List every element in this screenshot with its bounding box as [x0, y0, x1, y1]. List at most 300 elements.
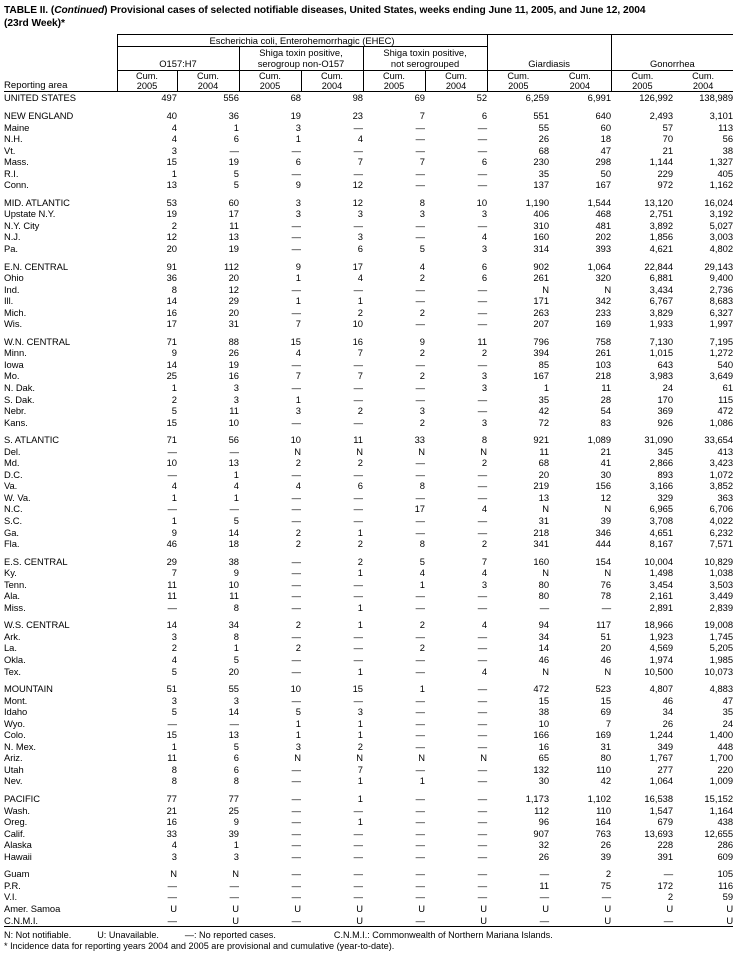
- table-row: [4, 92, 733, 104]
- cell-value: 3: [481, 208, 488, 220]
- cell-value: 1: [419, 775, 425, 787]
- cell-value: 20: [228, 306, 239, 318]
- cell-value: N: [542, 567, 550, 579]
- cell-value: 5: [171, 706, 177, 718]
- cell-value: 14: [166, 295, 177, 307]
- cell-value: 21: [166, 804, 177, 816]
- cell-value: —: [291, 283, 301, 295]
- cell-value: 4,802: [709, 242, 734, 254]
- cell-value: N: [604, 567, 612, 579]
- cell-value: 38: [722, 144, 734, 156]
- cell-value: 34: [662, 706, 674, 718]
- cell-value: 391: [657, 850, 674, 862]
- cell-value: 8: [419, 196, 425, 208]
- row-label-mo: Mo.: [4, 370, 20, 382]
- cell-value: —: [415, 694, 425, 706]
- cell-value: 4: [233, 480, 239, 492]
- table-row: [4, 284, 733, 296]
- cell-value: 167: [595, 179, 612, 191]
- cell-value: 26: [600, 839, 612, 851]
- cell-value: 31: [538, 515, 550, 526]
- row-label-okla: Okla.: [4, 654, 26, 666]
- cell-value: 138,989: [699, 92, 734, 104]
- cell-value: 3: [171, 630, 177, 642]
- cell-value: 14: [228, 706, 239, 718]
- cell-value: —: [353, 642, 363, 654]
- cell-value: 4: [481, 567, 488, 579]
- row-label-s-dak: S. Dak.: [4, 393, 35, 405]
- cell-value: 103: [595, 358, 612, 370]
- cell-value: 523: [595, 683, 612, 695]
- cell-value: 3: [233, 381, 239, 393]
- table-row: [4, 492, 733, 504]
- cell-value: —: [415, 468, 425, 480]
- row-label-alaska: Alaska: [4, 839, 32, 851]
- cell-value: 1,923: [649, 630, 674, 642]
- cell-value: —: [353, 358, 363, 370]
- cell-value: 46: [538, 654, 550, 666]
- cell-value: 556: [223, 92, 239, 104]
- cell-value: 3: [357, 231, 363, 243]
- cell-value: —: [477, 816, 488, 828]
- subgroup-header-o157h7: O157:H7: [117, 47, 239, 70]
- cell-value: 1,997: [709, 318, 734, 330]
- cell-value: N: [604, 503, 612, 515]
- cell-value: 7: [295, 318, 301, 330]
- row-label-mont: Mont.: [4, 694, 28, 706]
- table-row: [4, 880, 733, 892]
- cell-value: 9: [171, 526, 177, 538]
- cell-value: —: [167, 468, 177, 480]
- cell-value: 10: [352, 318, 363, 330]
- cell-value: 61: [722, 381, 734, 393]
- cell-value: 902: [533, 260, 550, 272]
- table-row: [4, 729, 733, 741]
- row-label-n-c: N.C.: [4, 503, 23, 515]
- cell-value: 263: [533, 306, 550, 318]
- cell-value: 6,965: [649, 503, 674, 515]
- row-label-del: Del.: [4, 445, 21, 457]
- cell-value: 172: [657, 879, 674, 891]
- cell-value: U: [666, 902, 674, 914]
- cell-value: 105: [717, 868, 734, 880]
- cell-value: 2,891: [649, 601, 674, 613]
- cell-value: 8: [233, 630, 239, 642]
- column-header-o157h7-2004: Cum. 2004: [177, 70, 239, 92]
- cell-value: 70: [662, 133, 674, 145]
- cell-value: —: [229, 503, 239, 515]
- cell-value: 4,807: [649, 683, 674, 695]
- cell-value: —: [167, 445, 177, 457]
- cell-value: —: [353, 839, 363, 851]
- subgroup-header-shiga-not-serogrouped: Shiga toxin positive, not serogrouped: [363, 47, 487, 70]
- cell-value: 763: [595, 827, 612, 839]
- cell-value: —: [291, 654, 301, 666]
- cell-value: —: [291, 601, 301, 613]
- table-row: [4, 631, 733, 643]
- cell-value: —: [167, 601, 177, 613]
- cell-value: 3: [295, 208, 301, 220]
- cell-value: 1,164: [709, 804, 734, 816]
- cell-value: 35: [538, 167, 550, 179]
- cell-value: 3: [171, 144, 177, 156]
- cell-value: —: [229, 717, 239, 729]
- cell-value: 230: [533, 156, 550, 168]
- cell-value: 11: [539, 445, 550, 457]
- header-row-cum-years: [4, 70, 733, 92]
- cell-value: —: [353, 219, 363, 231]
- cell-value: 893: [657, 468, 674, 480]
- cell-value: —: [363, 915, 425, 927]
- cell-value: 7: [419, 109, 425, 121]
- cell-value: N: [294, 752, 301, 764]
- title-prefix: TABLE II. (: [4, 5, 55, 16]
- cell-value: 2,839: [709, 601, 734, 613]
- row-label-hawaii: Hawaii: [4, 850, 32, 862]
- cell-value: 12: [352, 179, 363, 191]
- row-label-united-states: UNITED STATES: [4, 92, 76, 104]
- cell-value: 3,892: [649, 219, 674, 231]
- cell-value: —: [415, 491, 425, 503]
- cell-value: 169: [595, 729, 612, 741]
- cell-value: 4: [481, 503, 488, 515]
- cell-value: 406: [533, 208, 550, 220]
- cell-value: —: [477, 468, 488, 480]
- table-row: [4, 295, 733, 307]
- cell-value: —: [353, 868, 363, 880]
- row-label-pa: Pa.: [4, 242, 18, 254]
- cell-value: 8: [233, 601, 239, 613]
- cell-value: 53: [166, 196, 177, 208]
- cell-value: 3: [295, 196, 301, 208]
- cell-value: —: [477, 763, 488, 775]
- cell-value: 10: [538, 717, 550, 729]
- cell-value: 11: [167, 590, 177, 602]
- cell-value: 16: [352, 335, 363, 347]
- column-header-giardiasis-2005: Cum. 2005: [487, 70, 549, 92]
- cell-value: 13,120: [644, 196, 674, 208]
- cell-value: 69: [600, 706, 612, 718]
- cell-value: 12: [352, 196, 363, 208]
- cell-value: 36: [228, 109, 239, 121]
- cell-value: N: [542, 503, 550, 515]
- column-header-giardiasis-2004: Cum. 2004: [549, 70, 611, 92]
- cell-value: 1: [171, 381, 177, 393]
- row-label-minn: Minn.: [4, 347, 27, 359]
- cell-value: 11: [167, 578, 177, 590]
- table-body: [4, 92, 733, 927]
- cell-value: —: [229, 879, 239, 891]
- cell-value: —: [291, 665, 301, 677]
- cell-value: 55: [228, 683, 239, 695]
- cell-value: —: [291, 144, 301, 156]
- cell-value: 8: [481, 434, 488, 446]
- cell-value: 3: [171, 850, 177, 862]
- cell-value: 2: [419, 272, 425, 284]
- cell-value: —: [291, 468, 301, 480]
- cell-value: 65: [538, 752, 550, 764]
- cell-value: —: [291, 491, 301, 503]
- table-row: [4, 347, 733, 359]
- cell-value: 5: [233, 167, 239, 179]
- cell-value: 115: [718, 393, 734, 405]
- cell-value: 1: [295, 133, 301, 145]
- cell-value: —: [353, 283, 363, 295]
- cell-value: 80: [538, 590, 550, 602]
- cell-value: 7: [419, 156, 425, 168]
- row-label-colo: Colo.: [4, 729, 26, 741]
- row-label-e-s-central: E.S. CENTRAL: [4, 555, 68, 567]
- row-label-calif: Calif.: [4, 827, 26, 839]
- cell-value: 57: [662, 121, 674, 133]
- row-label-amer-samoa: Amer. Samoa: [4, 902, 61, 914]
- cell-value: 42: [600, 775, 612, 787]
- cell-value: 2: [357, 405, 363, 417]
- cell-value: 349: [657, 740, 674, 752]
- cell-value: 277: [657, 763, 674, 775]
- cell-value: 1: [357, 619, 363, 631]
- cell-value: 17: [414, 503, 425, 515]
- cell-value: —: [291, 219, 301, 231]
- cell-value: 363: [717, 491, 734, 503]
- cell-value: 160: [533, 555, 550, 567]
- cell-value: 47: [722, 694, 734, 706]
- cell-value: 4,883: [709, 683, 734, 695]
- cell-value: 8: [233, 775, 239, 787]
- cell-value: —: [415, 219, 425, 231]
- cell-value: —: [291, 167, 301, 179]
- subgroup-header-gonorrhea: Gonorrhea: [649, 58, 695, 70]
- cell-value: 3,852: [709, 480, 734, 492]
- cell-value: 30: [538, 775, 550, 787]
- cell-value: 4,621: [649, 242, 674, 254]
- cell-value: 4,569: [649, 642, 674, 654]
- title-rest: ) Provisional cases of selected notifiable diseases, United States, weeks ending June 11, 2005, and June 12, 2004: [104, 5, 646, 16]
- cell-value: 2: [357, 555, 363, 567]
- cell-value: —: [415, 763, 425, 775]
- cell-value: U: [549, 915, 611, 927]
- table-row: [4, 197, 733, 209]
- cell-value: —: [291, 567, 301, 579]
- table-row: [4, 793, 733, 805]
- cell-value: 14: [538, 642, 550, 654]
- column-header-shiga-non-o157-2005: Cum. 2005: [239, 70, 301, 92]
- cell-value: U: [542, 902, 550, 914]
- cell-value: 6: [481, 260, 488, 272]
- cell-value: 8: [171, 763, 177, 775]
- cell-value: 921: [533, 434, 550, 446]
- row-label-mass: Mass.: [4, 156, 29, 168]
- cell-value: 2: [295, 642, 301, 654]
- cell-value: 1: [295, 272, 301, 284]
- cell-value: 52: [476, 92, 488, 104]
- cell-value: 5: [233, 179, 239, 191]
- cell-value: 2: [481, 347, 488, 359]
- cell-value: 51: [166, 683, 177, 695]
- table-row: [4, 122, 733, 134]
- cell-value: 1: [171, 167, 177, 179]
- cell-value: 39: [600, 850, 612, 862]
- cell-value: 4,651: [649, 526, 674, 538]
- table-row: [4, 527, 733, 539]
- cell-value: 13: [538, 491, 550, 503]
- cell-value: U: [301, 915, 363, 927]
- cell-value: —: [353, 515, 363, 526]
- cell-value: 4: [481, 619, 488, 631]
- cell-value: N: [232, 868, 239, 880]
- cell-value: 3: [481, 370, 488, 382]
- cell-value: 18: [228, 538, 239, 550]
- cell-value: 1: [295, 295, 301, 307]
- cell-value: 15: [352, 683, 363, 695]
- cell-value: —: [291, 850, 301, 862]
- cell-value: —: [477, 358, 488, 370]
- cell-value: 229: [657, 167, 674, 179]
- cell-value: —: [291, 503, 301, 515]
- cell-value: 2: [481, 538, 488, 550]
- cell-value: —: [539, 868, 550, 880]
- cell-value: —: [291, 839, 301, 851]
- cell-value: —: [415, 717, 425, 729]
- row-label-new-england: NEW ENGLAND: [4, 109, 74, 121]
- cell-value: —: [291, 578, 301, 590]
- cell-value: —: [477, 694, 488, 706]
- cell-value: 2: [357, 538, 363, 550]
- row-label-vt: Vt.: [4, 144, 16, 156]
- cell-value: 1,072: [709, 468, 734, 480]
- column-header-shiga-non-o157-2004: Cum. 2004: [301, 70, 363, 92]
- cell-value: 2: [419, 306, 425, 318]
- cell-value: —: [353, 630, 363, 642]
- cell-value: 76: [600, 578, 612, 590]
- cell-value: 13: [166, 179, 177, 191]
- cell-value: —: [415, 283, 425, 295]
- legend-dash: —: No reported cases.: [184, 930, 276, 941]
- cell-value: —: [291, 630, 301, 642]
- subgroup-header-giardiasis: Giardiasis: [487, 47, 611, 70]
- cell-value: —: [415, 850, 425, 862]
- column-header-o157h7-2005: Cum. 2005: [117, 70, 177, 92]
- cell-value: 1,700: [709, 752, 734, 764]
- cell-value: 8: [171, 283, 177, 295]
- cell-value: 160: [533, 231, 550, 243]
- cell-value: U: [294, 902, 301, 914]
- row-label-la: La.: [4, 642, 17, 654]
- cell-value: —: [415, 891, 425, 903]
- cell-value: 6: [295, 156, 301, 168]
- cell-value: 1: [357, 793, 363, 805]
- cell-value: 28: [600, 393, 612, 405]
- cell-value: 46: [600, 654, 612, 666]
- cell-value: —: [477, 121, 488, 133]
- cell-value: 12: [228, 283, 239, 295]
- cell-value: —: [477, 706, 488, 718]
- cell-value: 1,272: [709, 347, 734, 359]
- table-row: [4, 619, 733, 631]
- cell-value: 13: [228, 231, 239, 243]
- cell-value: 11: [229, 405, 239, 417]
- table-row: [4, 915, 733, 927]
- cell-value: 329: [657, 491, 674, 503]
- cell-value: 16: [166, 306, 177, 318]
- cell-value: N: [604, 665, 612, 677]
- cell-value: —: [229, 445, 239, 457]
- cell-value: 29: [166, 555, 177, 567]
- cell-value: 26: [538, 850, 550, 862]
- cell-value: 9: [295, 179, 301, 191]
- header-row-group-ehec: [4, 35, 733, 47]
- cell-value: U: [356, 902, 363, 914]
- cell-value: 171: [533, 295, 550, 307]
- cell-value: 497: [161, 92, 177, 104]
- cell-value: 72: [538, 416, 550, 428]
- cell-value: 16: [228, 370, 239, 382]
- table-row: [4, 156, 733, 168]
- table-row: [4, 503, 733, 515]
- cell-value: 3: [233, 850, 239, 862]
- cell-value: 15: [600, 694, 612, 706]
- cell-value: 2: [357, 306, 363, 318]
- cell-value: —: [477, 793, 488, 805]
- table-row: [4, 891, 733, 903]
- cell-value: —: [353, 144, 363, 156]
- table-row: [4, 133, 733, 145]
- table-row: [4, 359, 733, 371]
- cell-value: —: [415, 393, 425, 405]
- cell-value: —: [415, 879, 425, 891]
- row-label-r-i: R.I.: [4, 167, 19, 179]
- cell-value: 29: [228, 295, 239, 307]
- cell-value: 9: [233, 816, 239, 828]
- cell-value: —: [477, 804, 488, 816]
- cell-value: —: [663, 868, 674, 880]
- cell-value: 1: [357, 816, 363, 828]
- cell-value: 137: [533, 179, 550, 191]
- cell-value: 36: [166, 272, 177, 284]
- cell-value: 10: [290, 434, 301, 446]
- table-row: [4, 567, 733, 579]
- cell-value: —: [353, 827, 363, 839]
- cell-value: 6: [233, 133, 239, 145]
- cell-value: 112: [224, 260, 239, 272]
- cell-value: 6: [233, 752, 239, 764]
- row-label-s-atlantic: S. ATLANTIC: [4, 434, 60, 446]
- cell-value: U: [673, 915, 733, 927]
- cell-value: —: [291, 879, 301, 891]
- row-label-n-mex: N. Mex.: [4, 740, 36, 752]
- cell-value: 69: [414, 92, 425, 104]
- cell-value: 9: [233, 567, 239, 579]
- cell-value: 11: [229, 219, 239, 231]
- cell-value: 2: [171, 642, 177, 654]
- cell-value: 83: [600, 416, 612, 428]
- cell-value: 15,152: [704, 793, 734, 805]
- cell-value: 393: [595, 242, 612, 254]
- cell-value: —: [353, 879, 363, 891]
- cell-value: 6: [481, 156, 488, 168]
- cell-value: 17: [166, 318, 177, 330]
- row-label-mich: Mich.: [4, 306, 27, 318]
- row-label-mountain: MOUNTAIN: [4, 683, 53, 695]
- cell-value: 472: [533, 683, 550, 695]
- cell-value: —: [353, 503, 363, 515]
- table-row: [4, 417, 733, 429]
- row-label-w-n-central: W.N. CENTRAL: [4, 335, 71, 347]
- cell-value: 3: [419, 208, 425, 220]
- cell-value: 13,693: [644, 827, 674, 839]
- cell-value: —: [167, 879, 177, 891]
- cell-value: 233: [595, 306, 612, 318]
